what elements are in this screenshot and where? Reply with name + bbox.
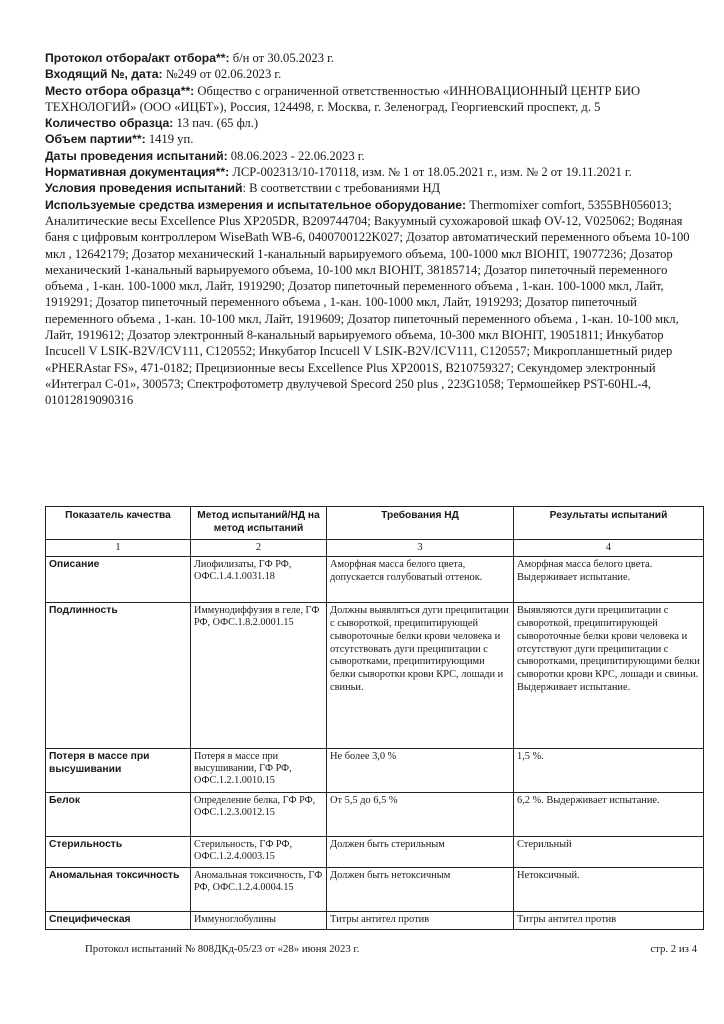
indicator-cell: Аномальная токсичность bbox=[46, 867, 191, 911]
incoming-value: №249 от 02.06.2023 г. bbox=[162, 67, 282, 82]
protocol-value: б/н от 30.05.2023 г. bbox=[229, 51, 335, 65]
method-cell: Стерильность, ГФ РФ, ОФС.1.2.4.0003.15 bbox=[191, 836, 327, 867]
header-method: Метод испытаний/НД на метод испытаний bbox=[191, 507, 327, 540]
header-result: Результаты испытаний bbox=[514, 507, 704, 540]
table-row bbox=[46, 602, 704, 748]
requirement-cell: Должен быть стерильным bbox=[327, 836, 514, 867]
column-number: 4 bbox=[514, 539, 704, 556]
place-label: Место отбора образца**: bbox=[45, 83, 195, 98]
requirement-cell: Должен быть нетоксичным bbox=[327, 867, 514, 911]
header-requirement: Требования НД bbox=[327, 507, 514, 540]
result-cell: Стерильный bbox=[514, 836, 704, 867]
column-number: 2 bbox=[191, 539, 327, 556]
column-number: 3 bbox=[327, 539, 514, 556]
page-number: стр. 2 из 4 bbox=[650, 943, 697, 955]
method-cell: Лиофилизаты, ГФ РФ, ОФС.1.4.1.0031.18 bbox=[191, 556, 327, 602]
qty-label: Количество образца: bbox=[45, 116, 174, 131]
conditions-value: : В соответствии с требованиями НД bbox=[242, 181, 441, 196]
norm-line bbox=[45, 164, 695, 180]
protocol-label: Протокол отбора/акт отбора**: bbox=[45, 51, 230, 65]
column-number: 1 bbox=[46, 539, 191, 556]
incoming-line bbox=[45, 66, 695, 82]
result-cell: Титры антител против bbox=[514, 911, 704, 929]
method-cell: Аномальная токсичность, ГФ РФ, ОФС.1.2.4.0004.15 bbox=[191, 867, 327, 911]
lot-line bbox=[45, 131, 695, 147]
indicator-cell: Потеря в массе при высушивании bbox=[46, 748, 191, 792]
table-row bbox=[46, 836, 704, 867]
dates-line bbox=[45, 148, 695, 164]
lot-value: 1419 уп. bbox=[145, 132, 194, 147]
place-line bbox=[45, 83, 695, 116]
equipment-line bbox=[45, 197, 695, 409]
lot-label: Объем партии**: bbox=[45, 132, 146, 147]
method-cell: Иммуноглобулины bbox=[191, 911, 327, 929]
table-number-row bbox=[46, 539, 704, 556]
table-row bbox=[46, 911, 704, 929]
incoming-label: Входящий №, дата: bbox=[45, 67, 163, 82]
qty-value: 13 пач. (65 фл.) bbox=[173, 116, 259, 131]
conditions-label: Условия проведения испытаний bbox=[45, 181, 243, 196]
requirement-cell: Титры антител против bbox=[327, 911, 514, 929]
result-cell: Выявляются дуги преципитации с сывороткой, преципитирующей сывороточные белки крови человека и отсутствуют дуги преципитации с сыворотками, преципитирующими белки сыворотки крови КРС, лошади и свиньи. Выдерживает испытание. bbox=[514, 602, 704, 748]
dates-label: Даты проведения испытаний: bbox=[45, 148, 228, 163]
norm-value: ЛСР-002313/10-170118, изм. № 1 от 18.05.2021 г., изм. № 2 от 19.11.2021 г. bbox=[229, 165, 632, 180]
result-cell: Аморфная масса белого цвета. Выдерживает испытание. bbox=[514, 556, 704, 602]
equipment-label: Используемые средства измерения и испытательное оборудование: bbox=[45, 197, 467, 212]
result-cell: 6,2 %. Выдерживает испытание. bbox=[514, 792, 704, 836]
protocol-line bbox=[45, 50, 695, 66]
header-indicator: Показатель качества bbox=[46, 507, 191, 540]
method-cell: Определение белка, ГФ РФ, ОФС.1.2.3.0012.15 bbox=[191, 792, 327, 836]
footer-protocol: Протокол испытаний № 808ДКд-05/23 от «28» июня 2023 г. bbox=[85, 943, 360, 955]
indicator-cell: Белок bbox=[46, 792, 191, 836]
place-value: Общество с ограниченной ответственностью «ИННОВАЦИОННЫЙ ЦЕНТР БИО ТЕХНОЛОГИЙ» (ООО «ИЦБТ»), Россия, 124498, г. Москва, г. Зеленоград, Георгиевский проспект, д. 5 bbox=[45, 83, 641, 114]
indicator-cell: Специфическая bbox=[46, 911, 191, 929]
qty-line bbox=[45, 115, 695, 131]
conditions-line bbox=[45, 180, 695, 196]
requirement-cell: Аморфная масса белого цвета, допускается голубоватый оттенок. bbox=[327, 556, 514, 602]
page-footer bbox=[85, 943, 697, 955]
requirement-cell: От 5,5 до 6,5 % bbox=[327, 792, 514, 836]
requirement-cell: Должны выявляться дуги преципитации с сывороткой, преципитирующей сывороточные белки крови человека и отсутствовать дуги преципитации с сыворотками, преципитирующими белки сыворотки крови КРС, лошади и свиньи. bbox=[327, 602, 514, 748]
indicator-cell: Стерильность bbox=[46, 836, 191, 867]
norm-label: Нормативная документация**: bbox=[45, 165, 230, 180]
method-cell: Иммунодиффузия в геле, ГФ РФ, ОФС.1.8.2.0001.15 bbox=[191, 602, 327, 748]
protocol-header bbox=[45, 50, 695, 409]
results-table bbox=[45, 506, 704, 930]
result-cell: Нетоксичный. bbox=[514, 867, 704, 911]
table-row bbox=[46, 867, 704, 911]
table-row bbox=[46, 556, 704, 602]
indicator-cell: Описание bbox=[46, 556, 191, 602]
requirement-cell: Не более 3,0 % bbox=[327, 748, 514, 792]
equipment-value: Thermomixer comfort, 5355BH056013; Аналитические весы Excellence Plus XP205DR, B209744704; Вакуумный сухожаровой шкаф OV-12, V025062; Водяная баня с цифровым контроллером WiseBath WB-6, 0400700122K027; Дозатор автоматический переменного объема 10-100 мкл , 12642179; Дозатор механический 1-канальный варьируемого объема, 100-1000 мкл BIOHIT, 19077236; Дозатор механический 1-канальный варьируемого объема, 10-100 мкл BIOHIT, 38185714; Дозатор пипеточный переменного объема , 1-кан. 100-1000 мкл, Лайт, 1919290; Дозатор пипеточный переменного объема , 1-кан. 100-1000 мкл, Лайт, 1919291; Дозатор пипеточный переменного объема , 1-кан. 100-1000 мкл, Лайт, 1919293; Дозатор пипеточный переменного объема , 1-кан. 10-100 мкл, Лайт, 1919609; Дозатор пипеточный переменного объема , 1-кан. 10-100 мкл, Лайт, 1919612; Дозатор электронный 8-канальный варьируемого объема, 10-300 мкл BIOHIT, 19051811; Инкубатор Incucell V LSIK-B2V/ICV111, C120552; Инкубатор Incucell V LSIK-B2V/ICV111, C120557; Микропланшетный ридер «PHERAstar FS», 471-0182; Прецизионные весы Excellence Plus XP2001S, B210759327; Секундомер электронный «Интеграл С-01», 300573; Спектрофотометр двулучевой Specord 250 plus , 223G1058; Термошейкер PST-60HL-4, 01012819090316 bbox=[45, 197, 690, 408]
indicator-cell: Подлинность bbox=[46, 602, 191, 748]
method-cell: Потеря в массе при высушивании, ГФ РФ, ОФС.1.2.1.0010.15 bbox=[191, 748, 327, 792]
result-cell: 1,5 %. bbox=[514, 748, 704, 792]
dates-value: 08.06.2023 - 22.06.2023 г. bbox=[227, 148, 365, 163]
table-row bbox=[46, 748, 704, 792]
table-row bbox=[46, 792, 704, 836]
table-header-row bbox=[46, 507, 704, 540]
